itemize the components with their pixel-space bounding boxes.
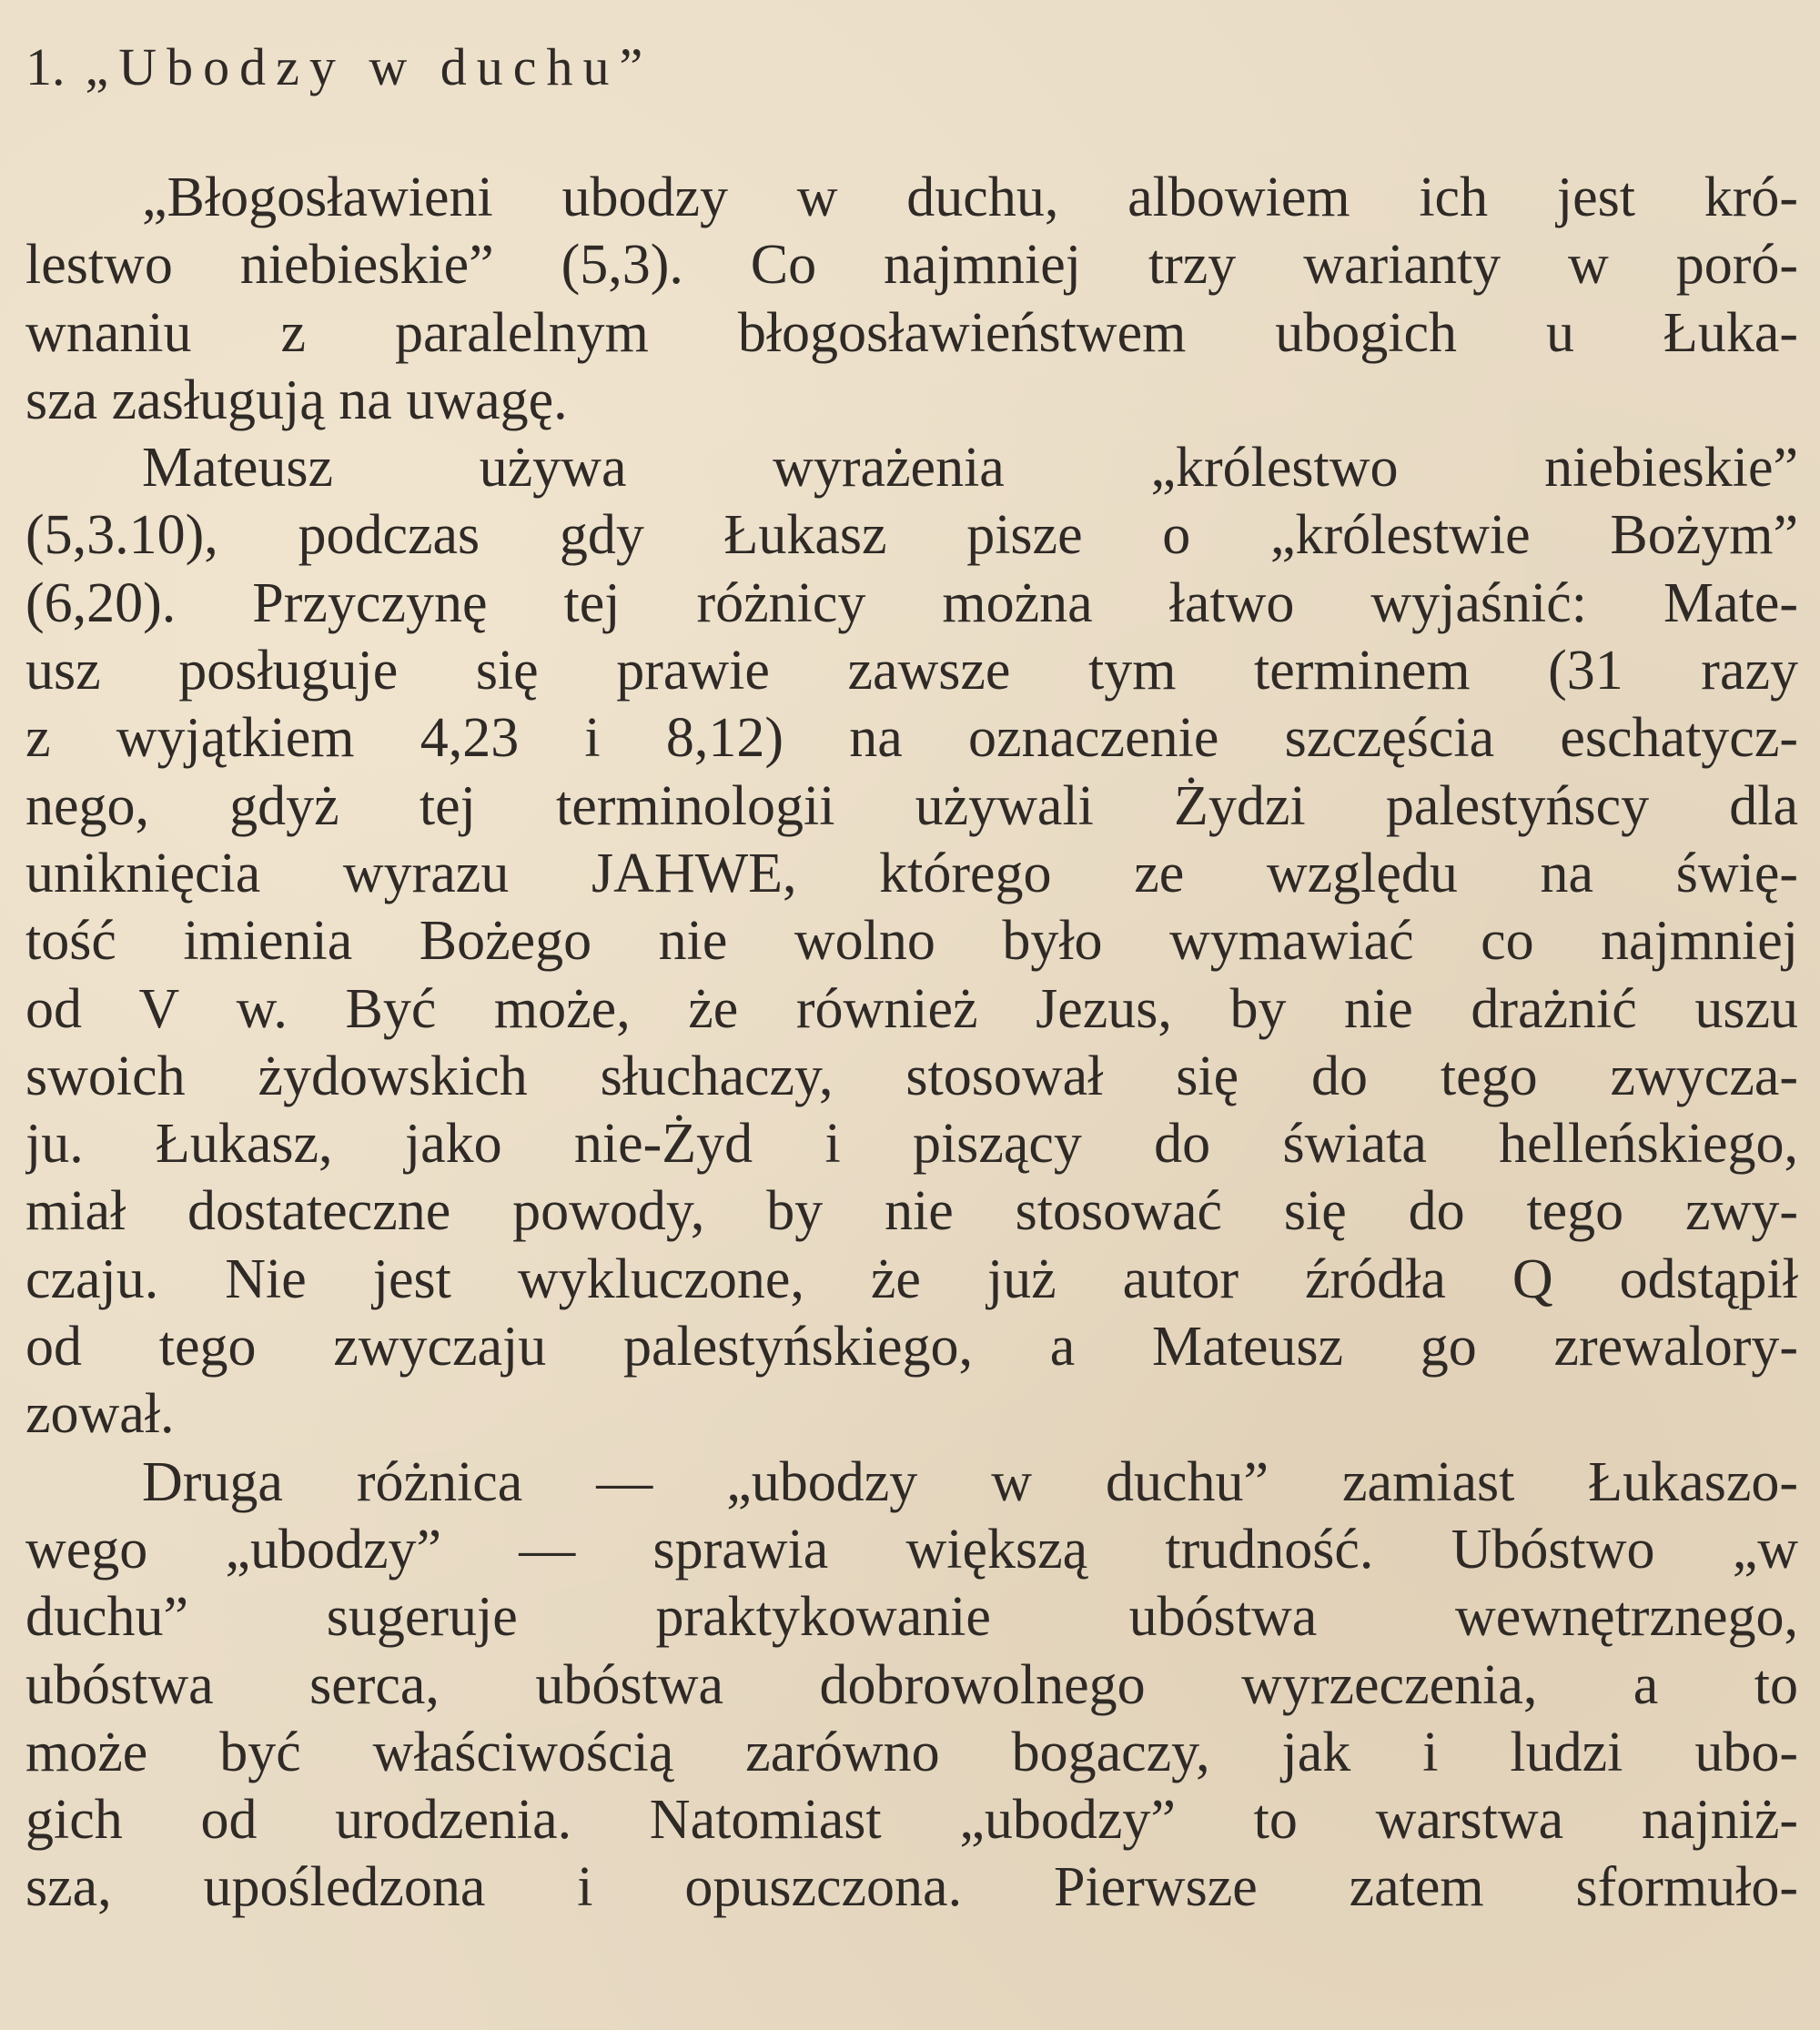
- text-line: ubóstwa serca, ubóstwa dobrowolnego wyrzeczenia, a to: [25, 1653, 1798, 1716]
- text-line: miał dostateczne powody, by nie stosować się do tego zwy-: [25, 1180, 1798, 1243]
- section-number: 1.: [25, 37, 66, 96]
- text-line: od tego zwyczaju palestyńskiego, a Mateusz go zrewalory-: [25, 1316, 1798, 1379]
- text-line: wnaniu z paralelnym błogosławieństwem ubogich u Łuka-: [25, 301, 1798, 364]
- text-line: usz posługuje się prawie zawsze tym terminem (31 razy: [25, 640, 1798, 702]
- text-line: uniknięcia wyrazu JAHWE, którego ze względu na świę-: [25, 842, 1798, 904]
- text-line: (6,20). Przyczynę tej różnicy można łatwo wyjaśnić: Mate-: [25, 571, 1798, 634]
- text-line: Druga różnica — „ubodzy w duchu” zamiast Łukaszo-: [142, 1450, 1798, 1513]
- text-line: sza zasługują na uwagę.: [25, 369, 568, 431]
- body-text: [25, 164, 1798, 1922]
- text-line: może być właściwością zarówno bogaczy, jak i ludzi ubo-: [25, 1721, 1798, 1783]
- text-line: duchu” sugeruje praktykowanie ubóstwa wewnętrznego,: [25, 1586, 1798, 1649]
- text-line: z wyjątkiem 4,23 i 8,12) na oznaczenie szczęścia eschatycz-: [25, 707, 1798, 770]
- text-line: sza, upośledzona i opuszczona. Pierwsze zatem sformuło-: [25, 1856, 1798, 1919]
- section-title: „Ubodzy w duchu”: [85, 37, 653, 96]
- text-line: od V w. Być może, że również Jezus, by nie drażnić uszu: [25, 977, 1798, 1040]
- text-line: wego „ubodzy” — sprawia większą trudność. Ubóstwo „w: [25, 1518, 1798, 1581]
- text-line: „Błogosławieni ubodzy w duchu, albowiem ich jest kró-: [142, 167, 1798, 228]
- text-line: swoich żydowskich słuchaczy, stosował się do tego zwycza-: [25, 1045, 1798, 1107]
- section-heading: [25, 13, 652, 122]
- text-line: lestwo niebieskie” (5,3). Co najmniej trzy warianty w poró-: [25, 234, 1798, 297]
- text-line: Mateusz używa wyrażenia „królestwo niebieskie”: [142, 437, 1798, 500]
- text-line: tość imienia Bożego nie wolno było wymawiać co najmniej: [25, 910, 1798, 973]
- text-line: czaju. Nie jest wykluczone, że już autor źródła Q odstąpił: [25, 1247, 1798, 1310]
- text-line: (5,3.10), podczas gdy Łukasz pisze o „królestwie Bożym”: [25, 504, 1798, 567]
- text-line: zował.: [25, 1383, 175, 1446]
- text-line: nego, gdyż tej terminologii używali Żydzi palestyńscy dla: [25, 774, 1798, 837]
- text-line: gich od urodzenia. Natomiast „ubodzy” to warstwa najniż-: [25, 1789, 1798, 1852]
- text-line: ju. Łukasz, jako nie-Żyd i piszący do świata helleńskiego,: [25, 1113, 1798, 1176]
